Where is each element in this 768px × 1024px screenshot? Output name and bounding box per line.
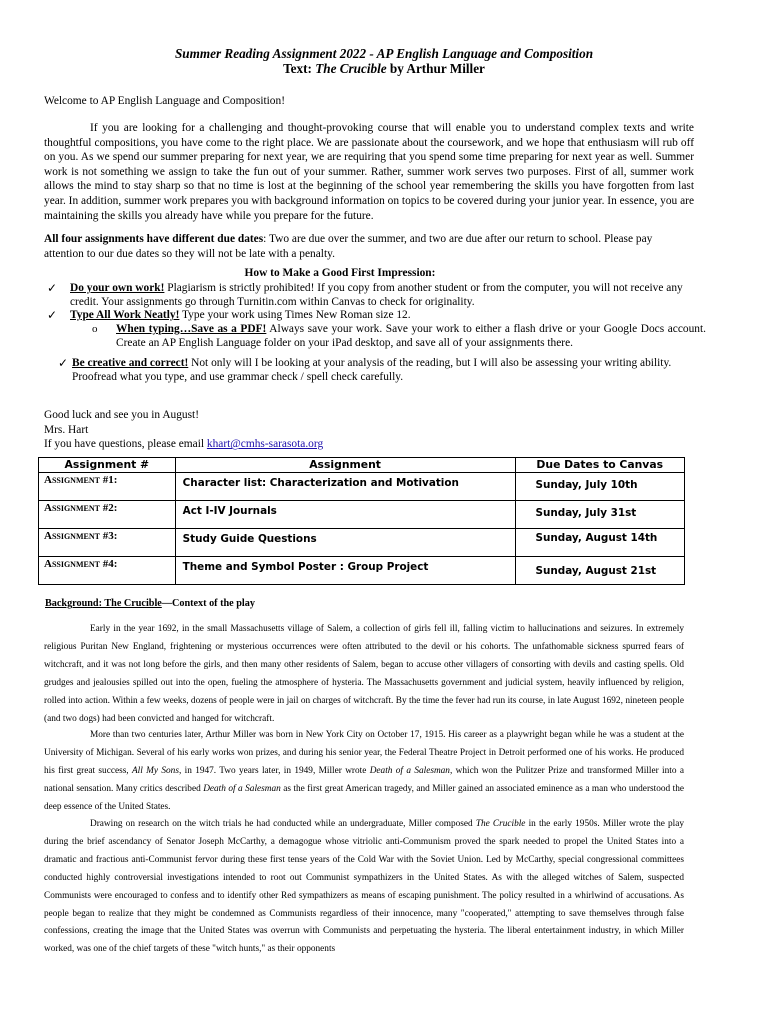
assignment-due-date: Sunday, July 10th xyxy=(535,479,638,491)
bg-italic-title: The Crucible xyxy=(475,819,526,829)
impression-item-text xyxy=(72,356,694,384)
assignment-name: Character list: Characterization and Motivation xyxy=(182,477,459,489)
background-paragraph-3 xyxy=(44,816,684,959)
assignment-due-date: Sunday, August 14th xyxy=(535,532,658,544)
background-heading-underlined: Background: The Crucible xyxy=(45,598,162,609)
signoff-name: Mrs. Hart xyxy=(44,423,89,436)
assignment-due-date: Sunday, August 21st xyxy=(535,565,657,577)
signoff xyxy=(44,408,644,452)
impression-heading: How to Make a Good First Impression: xyxy=(244,267,436,279)
background-heading-rest: —Context of the play xyxy=(161,598,255,609)
column-header-due: Due Dates to Canvas xyxy=(515,458,685,473)
bg-italic-title: Death of a Salesman, xyxy=(369,765,453,776)
assignments-table xyxy=(38,457,685,585)
table-row xyxy=(39,473,685,501)
email-link[interactable]: khart@cmhs-sarasota.org xyxy=(206,438,324,451)
column-header-number: Assignment # xyxy=(39,458,176,473)
due-dates-text: : Two are due over the summer, and two are due after our return to school. Please pay attention to our due dates so they will not be late with a penalty. xyxy=(44,233,653,260)
bg-text: Drawing on research on the witch trials he had conducted while an undergraduate, Miller composed xyxy=(90,819,476,829)
impression-item-text xyxy=(70,308,694,322)
impression-item-body: Not only will I be looking at your analysis of the reading, but I will also be assessing your writing ability. Proofread what you type, and use grammar check / spell check carefully. xyxy=(72,357,672,383)
impression-item-label: Be creative and correct! xyxy=(72,357,189,369)
table-row xyxy=(39,529,685,557)
subtitle-suffix: by Arthur Miller xyxy=(386,61,485,76)
bg-italic-title: All My Sons xyxy=(131,765,179,776)
background-paragraph-1: Early in the year 1692, in the small Massachusetts village of Salem, a collection of girls fell ill, falling victim to hallucinations and seizures. In extremely religious Puritan New England, frightening or mysterious occurrences were often attributed to the devil or his cohorts. The unfathomable sickness spurred fears of witchcraft, and it was not long before the girls, and then many other residents of Salem, began to accuse other villagers of consorting with devils and casting spells. Old grudges and jealousies spilled out into the open, fueling the atmosphere of hysteria. The Massachusetts government and judicial system, heavily influenced by religion, rolled into action. Within a few weeks, dozens of people were in jail on charges of witchcraft. By the time the fever had run its course, in late August 1692, nineteen people (and two dogs) had been convicted and hanged for witchcraft. xyxy=(44,624,684,724)
column-header-assignment: Assignment xyxy=(175,458,515,473)
intro-paragraph: If you are looking for a challenging and thought-provoking course that will enable you to understand complex texts and write thoughtful compositions, you have come to the right place. We are passionate about the coursework, and we hope that enthusiasm will rub off on you. As we spend our summer preparing for next year, we are requiring that you spend some time preparing for next year as well. Summer work is not something we assign to take the fun out of your summer. Rather, summer work serves two purposes. First of all, summer work allows the mind to stay sharp so that no time is lost at the beginning of the school year remembering the skills you have forgotten from last year. In addition, summer work prepares you with background information on topics to be covered during your junior year. In essence, you are maintaining the skills you already have while you prepare for the future. xyxy=(44,122,694,222)
due-dates-bold: All four assignments have different due dates xyxy=(44,233,264,245)
assignment-name: Theme and Symbol Poster : Group Project xyxy=(182,561,429,573)
impression-subitem-text xyxy=(116,322,706,350)
bg-text: in the early 1950s. Miller wrote the play during the brief ascendancy of Senator Joseph McCarthy, a demagogue whose vitriolic anti-Communism proved the spark needed to propel the United States into a dramatic and fractious anti-Communist fervor during these first tense years of the Cold War with the Soviet Union. Led by McCarthy, special congressional committees conducted highly controversial investigations intended to root out Communist sympathizers in the United States. As with the alleged witches of Salem, suspected Communists were encouraged to confess and to identify other Red sympathizers as means of escaping punishment. The policy resulted in a whirlwind of accusations. As people began to realize that they might be condemned as Communists regardless of their innocence, many "cooperated," attempting to save themselves through false confessions, creating the image that the United States was overrun with Communists and perpetuating the hysteria. The liberal entertainment industry, in which Miller worked, was one of the chief targets of these "witch hunts," as their opponents xyxy=(44,819,684,955)
assignment-number: Assignment #4: xyxy=(44,558,118,570)
checkmark-icon: ✓ xyxy=(47,281,58,295)
assignment-number: Assignment #1: xyxy=(44,474,118,486)
subtitle-prefix: Text: xyxy=(283,61,316,76)
impression-item-text xyxy=(70,281,694,309)
impression-item-body: Type your work using Times New Roman size 12. xyxy=(179,309,411,321)
document-title: Summer Reading Assignment 2022 - AP English Language and Composition xyxy=(174,46,594,61)
bg-text: , in 1947. Two years later, in 1949, Miller wrote xyxy=(178,765,370,776)
assignment-number: Assignment #2: xyxy=(44,502,118,514)
welcome-line: Welcome to AP English Language and Composition! xyxy=(44,95,285,107)
table-row xyxy=(39,557,685,585)
table-row xyxy=(39,501,685,529)
assignment-number: Assignment #3: xyxy=(44,530,118,542)
impression-item-body: Plagiarism is strictly prohibited! If you copy from another student or from the computer, you will not receive any credit. Your assignments go through Turnitin.com within Canvas to check for originality. xyxy=(70,282,683,308)
signoff-contact-text: If you have questions, please email xyxy=(44,438,207,451)
bg-text: More than two centuries later, Arthur Miller was born in New York City on October 17, 1915. His career as a playwright began while he was a student at the University of Michigan. Several of his early works won prizes, and during his senior year, the Federal Theatre Project in Detroit performed one of his works. He produced his first great success, xyxy=(44,730,684,776)
bg-text: as the first great American tragedy, and Miller gained an associated eminence as a man who understood the deep essence of the United States. xyxy=(44,783,684,812)
bg-text: which won the Pulitzer Prize and transformed Miller into a national sensation. Many critics described xyxy=(44,765,684,794)
background-paragraph-2 xyxy=(44,727,684,817)
background-heading xyxy=(45,598,255,609)
assignment-due-date: Sunday, July 31st xyxy=(535,507,637,519)
book-title: The Crucible xyxy=(315,61,387,76)
signoff-contact xyxy=(44,437,644,452)
impression-item-label: Type All Work Neatly! xyxy=(70,309,180,321)
table-header-row xyxy=(39,458,685,473)
bullet-o-icon: o xyxy=(92,323,98,335)
due-dates-notice xyxy=(44,232,694,261)
bg-italic-title: Death of a Salesman xyxy=(203,783,281,794)
checkmark-icon: ✓ xyxy=(58,356,69,370)
assignment-name: Act I-IV Journals xyxy=(182,505,277,517)
document-subtitle xyxy=(0,61,768,77)
impression-subitem-body: Always save your work. Save your work to either a flash drive or your Google Docs account. Create an AP English Language folder on your iPad desktop, and save all of your assignments there. xyxy=(116,323,706,349)
assignment-name: Study Guide Questions xyxy=(182,533,317,545)
impression-subitem-label: When typing…Save as a PDF! xyxy=(116,323,267,335)
checkmark-icon: ✓ xyxy=(47,308,58,322)
impression-item-label: Do your own work! xyxy=(70,282,165,294)
signoff-greeting: Good luck and see you in August! xyxy=(44,409,200,421)
